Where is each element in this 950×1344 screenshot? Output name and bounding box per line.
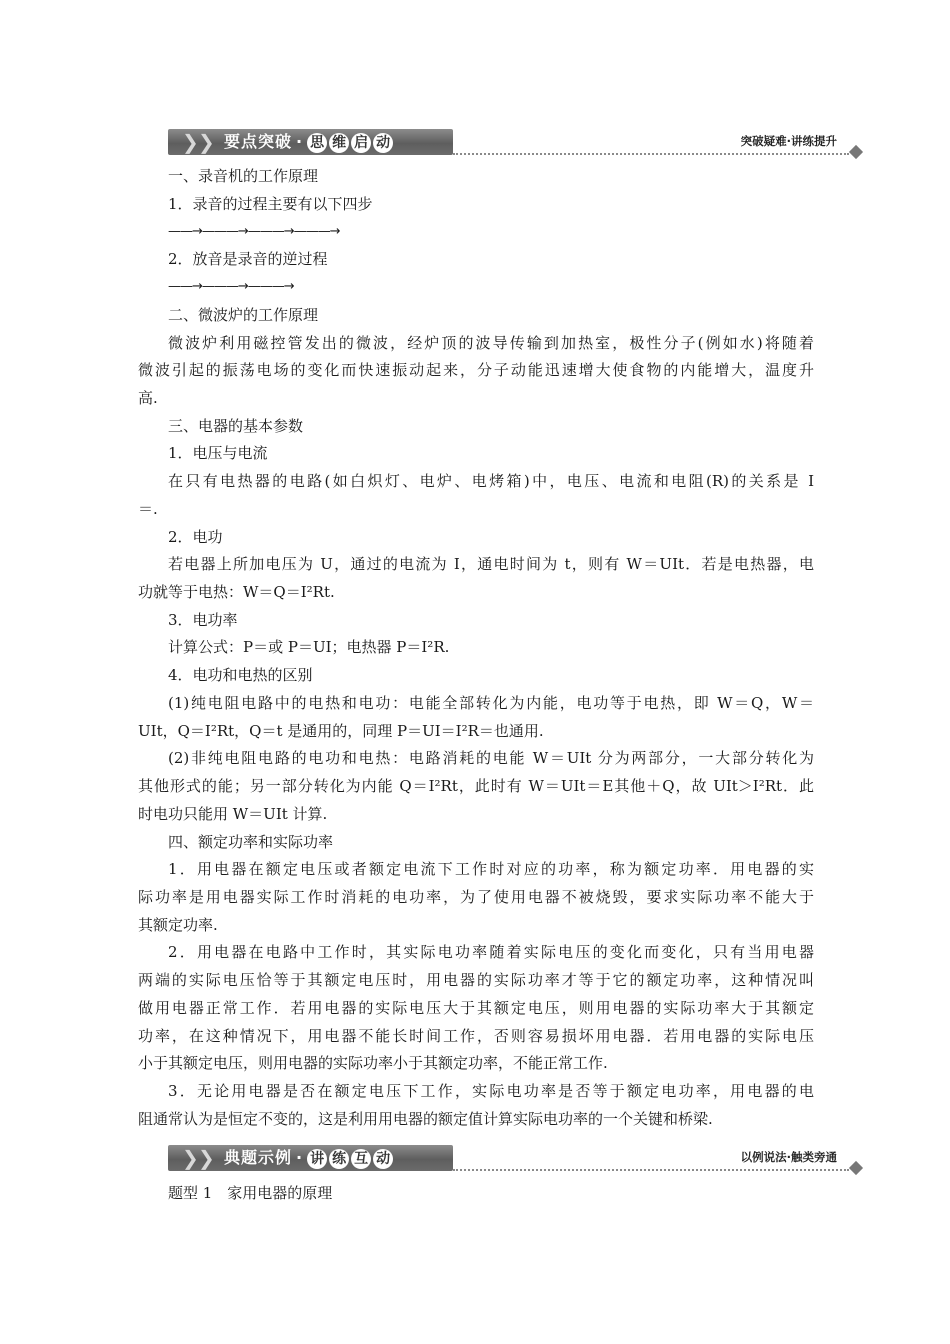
paragraph: 1．用电器在额定电压或者额定电流下工作时对应的功率，称为额定功率．用电器的实 bbox=[168, 860, 814, 878]
paragraph: 其额定功率. bbox=[138, 916, 218, 934]
paragraph: (1)纯电阻电路中的电热和电功：电能全部转化为内能，电功等于电热，即 W＝Q，W＝ bbox=[168, 694, 814, 712]
paragraph: 做用电器正常工作．若用电器的实际电压大于其额定电压，则用电器的实际功率大于其额定 bbox=[138, 999, 814, 1017]
chevron-right-icon: ❯ bbox=[182, 130, 199, 154]
paragraph: 际功率是用电器实际工作时消耗的电功率，为了使用电器不被烧毁，要求实际功率不能大于 bbox=[138, 888, 814, 906]
title-char: 维 bbox=[329, 133, 349, 153]
paragraph: 其他形式的能；另一部分转化为内能 Q＝I²Rt，此时有 W＝UIt＝E其他＋Q，故 UIt＞I²Rt．此 bbox=[138, 777, 814, 795]
section-title: 要点突破 · 思 维 启 动 bbox=[224, 131, 395, 153]
paragraph: ＝. bbox=[138, 500, 158, 518]
paragraph: 功率，在这种情况下，用电器不能长时间工作，否则容易损坏用电器．若用电器的实际电压 bbox=[138, 1027, 814, 1045]
heading-recorder: 一、录音机的工作原理 bbox=[168, 167, 319, 185]
subheading: 3．电功率 bbox=[168, 611, 238, 629]
title-char: 动 bbox=[373, 1149, 393, 1169]
heading-parameters: 三、电器的基本参数 bbox=[168, 417, 304, 435]
title-char: 练 bbox=[329, 1149, 349, 1169]
question-type-heading: 题型 1 家用电器的原理 bbox=[168, 1184, 333, 1202]
title-char: 启 bbox=[351, 133, 371, 153]
subheading: 4．电功和电热的区别 bbox=[168, 666, 313, 684]
paragraph: 功就等于电热：W＝Q＝I²Rt. bbox=[138, 583, 335, 601]
subheading: 1．电压与电流 bbox=[168, 444, 268, 462]
title-char: 动 bbox=[373, 133, 393, 153]
heading-microwave: 二、微波炉的工作原理 bbox=[168, 306, 319, 324]
paragraph: 计算公式：P＝或 P＝UI；电热器 P＝I²R. bbox=[168, 638, 450, 656]
flow-arrows: ——→———→———→ bbox=[168, 279, 294, 294]
section-banner-key-points bbox=[168, 129, 863, 159]
paragraph: 阻通常认为是恒定不变的，这是利用用电器的额定值计算实际电功率的一个关键和桥梁. bbox=[138, 1110, 713, 1128]
paragraph: 3．无论用电器是否在额定电压下工作，实际电功率是否等于额定电功率，用电器的电 bbox=[168, 1082, 814, 1100]
paragraph: 2．用电器在电路中工作时，其实际电功率随着实际电压的变化而变化，只有当用电器 bbox=[168, 943, 814, 961]
heading-rated-power: 四、额定功率和实际功率 bbox=[168, 833, 334, 851]
paragraph: 时电功只能用 W＝UIt 计算. bbox=[138, 805, 328, 823]
title-char: 讲 bbox=[307, 1149, 327, 1169]
section-subtitle: 突破疑难·讲练提升 bbox=[740, 134, 837, 148]
diamond-icon bbox=[849, 1161, 863, 1175]
paragraph: UIt，Q＝I²Rt，Q＝t 是通用的，同理 P＝UI＝I²R＝也通用. bbox=[138, 722, 544, 740]
paragraph: 1．录音的过程主要有以下四步 bbox=[168, 195, 373, 213]
paragraph: 两端的实际电压恰等于其额定电压时，用电器的实际功率才等于它的额定功率，这种情况叫 bbox=[138, 971, 814, 989]
subheading: 2．电功 bbox=[168, 528, 223, 546]
chevron-right-icon: ❯ bbox=[198, 1146, 215, 1170]
chevron-right-icon: ❯ bbox=[182, 1146, 199, 1170]
diamond-icon bbox=[849, 145, 863, 159]
section-subtitle: 以例说法·触类旁通 bbox=[740, 1150, 837, 1164]
paragraph: (2)非纯电阻电路的电功和电热：电路消耗的电能 W＝UIt 分为两部分，一大部分转化为 bbox=[168, 749, 814, 767]
chevron-right-icon: ❯ bbox=[198, 130, 215, 154]
title-char: 互 bbox=[351, 1149, 371, 1169]
flow-arrows: ——→———→———→———→ bbox=[168, 224, 340, 239]
paragraph: 微波引起的振荡电场的变化而快速振动起来，分子动能迅速增大使食物的内能增大，温度升 bbox=[138, 361, 814, 379]
paragraph: 微波炉利用磁控管发出的微波，经炉顶的波导传输到加热室，极性分子(例如水)将随着 bbox=[168, 334, 814, 352]
paragraph: 若电器上所加电压为 U，通过的电流为 I，通电时间为 t，则有 W＝UIt．若是电热器，电 bbox=[168, 555, 814, 573]
paragraph: 2．放音是录音的逆过程 bbox=[168, 250, 328, 268]
dotted-rule bbox=[453, 1169, 849, 1171]
paragraph: 小于其额定电压，则用电器的实际功率小于其额定功率，不能正常工作. bbox=[138, 1054, 608, 1072]
paragraph: 在只有电热器的电路(如白炽灯、电炉、电烤箱)中，电压、电流和电阻(R)的关系是 I bbox=[168, 472, 814, 490]
title-char: 思 bbox=[307, 133, 327, 153]
paragraph: 高. bbox=[138, 389, 158, 407]
dotted-rule bbox=[453, 153, 849, 155]
section-title: 典题示例 · 讲 练 互 动 bbox=[224, 1147, 395, 1169]
section-banner-examples bbox=[168, 1145, 863, 1175]
